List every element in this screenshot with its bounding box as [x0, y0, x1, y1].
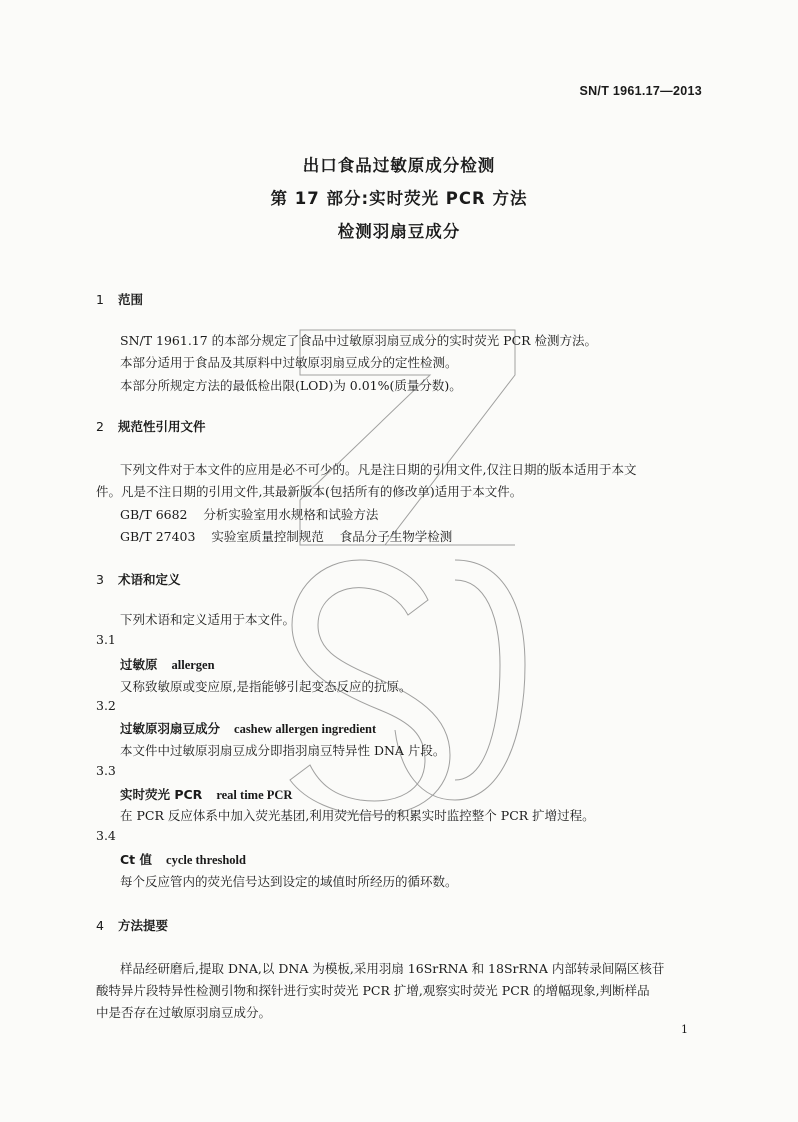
section-2-heading	[96, 417, 206, 435]
section-title: 范围	[118, 292, 144, 307]
section-title: 方法提要	[118, 918, 169, 933]
term-zh: 过敏原	[120, 657, 158, 672]
term-definition: 本文件中过敏原羽扇豆成分即指羽扇豆特异性 DNA 片段。	[120, 743, 446, 758]
term-definition: 又称致敏原或变应原,是指能够引起变态反应的抗原。	[120, 679, 412, 694]
term-zh: 实时荧光 PCR	[120, 787, 203, 802]
section-number: 2	[96, 419, 104, 434]
term-heading	[120, 850, 246, 868]
term-zh: 过敏原羽扇豆成分	[120, 721, 221, 736]
s3-intro: 下列术语和定义适用于本文件。	[120, 612, 296, 627]
section-number: 4	[96, 918, 104, 933]
s4-paragraph-line-2: 酸特异片段特异性检测引物和探针进行实时荧光 PCR 扩增,观察实时荧光 PCR 的增幅现象,判断样品	[96, 983, 650, 998]
term-en: real time PCR	[216, 788, 293, 802]
section-title: 术语和定义	[118, 572, 181, 587]
term-en: allergen	[171, 658, 215, 672]
watermark-c-shape	[395, 560, 525, 800]
term-heading	[120, 719, 376, 737]
section-3-heading	[96, 570, 181, 588]
term-number: 3.3	[96, 763, 116, 778]
term-definition: 在 PCR 反应体系中加入荧光基团,利用荧光信号的积累实时监控整个 PCR 扩增过程。	[120, 808, 595, 823]
title-line-1: 出口食品过敏原成分检测	[302, 156, 496, 175]
s1-paragraph-2: 本部分适用于食品及其原料中过敏原羽扇豆成分的定性检测。	[120, 355, 458, 370]
s4-paragraph-line-3: 中是否存在过敏原羽扇豆成分。	[96, 1005, 272, 1020]
section-title: 规范性引用文件	[118, 419, 206, 434]
term-heading	[120, 785, 292, 803]
term-number: 3.4	[96, 828, 116, 843]
s1-paragraph-1: SN/T 1961.17 的本部分规定了食品中过敏原羽扇豆成分的实时荧光 PCR 检测方法。	[120, 333, 598, 348]
s2-paragraph-line-2: 件。凡是不注日期的引用文件,其最新版本(包括所有的修改单)适用于本文件。	[96, 484, 523, 499]
term-zh: Ct 值	[120, 852, 153, 867]
s2-reference-1: GB/T 6682 分析实验室用水规格和试验方法	[120, 507, 379, 522]
title-line-3: 检测羽扇豆成分	[337, 222, 461, 241]
section-4-heading	[96, 916, 168, 934]
s2-reference-2: GB/T 27403 实验室质量控制规范 食品分子生物学检测	[120, 529, 453, 544]
section-1-heading	[96, 290, 143, 308]
s4-paragraph-line-1: 样品经研磨后,提取 DNA,以 DNA 为模板,采用羽扇 16SrRNA 和 18SrRNA 内部转录间隔区核苷	[120, 961, 665, 976]
term-definition: 每个反应管内的荧光信号达到设定的域值时所经历的循环数。	[120, 874, 458, 889]
standard-code: SN/T 1961.17—2013	[579, 84, 702, 98]
s1-paragraph-3: 本部分所规定方法的最低检出限(LOD)为 0.01%(质量分数)。	[120, 378, 462, 393]
term-en: cycle threshold	[166, 853, 246, 867]
term-number: 3.2	[96, 698, 116, 713]
page-number: 1	[681, 1023, 688, 1036]
section-number: 3	[96, 572, 104, 587]
title-line-2: 第 17 部分:实时荧光 PCR 方法	[270, 189, 528, 208]
term-heading	[120, 655, 215, 673]
term-number: 3.1	[96, 632, 116, 647]
term-en: cashew allergen ingredient	[234, 722, 377, 736]
s2-paragraph-line-1: 下列文件对于本文件的应用是必不可少的。凡是注日期的引用文件,仅注日期的版本适用于本文	[120, 462, 637, 477]
section-number: 1	[96, 292, 104, 307]
